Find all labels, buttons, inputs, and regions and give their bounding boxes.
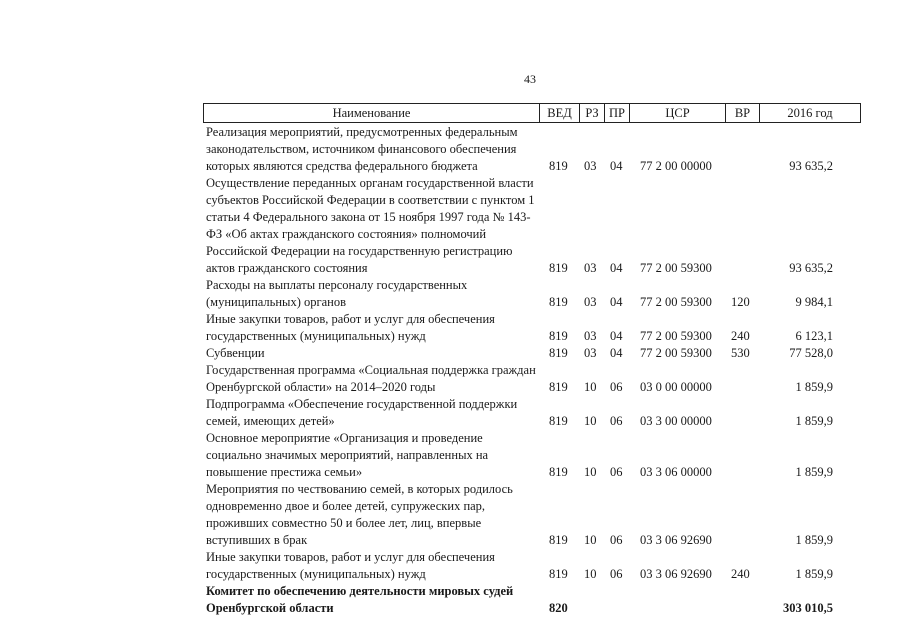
row-name: Мероприятия по чествованию семей, в которых родилось одновременно двое и более детей, супружеских пар, проживших совместно 50 и более лет, лиц, впервые вступивших в брак — [206, 482, 513, 547]
row-sum: 77 528,0 — [789, 346, 833, 360]
row-name: Осуществление переданных органам государственной власти субъектов Российской Федерации в соответствии с пунктом 1 статьи 4 Федерального закона от 15 ноября 1997 года № 143-ФЗ «Об актах гражданского состояния» полномочий Российской Федерации на государственную регистрацию актов гражданского состояния — [206, 176, 535, 275]
row-sum: 93 635,2 — [789, 159, 833, 173]
row-sum: 1 859,9 — [795, 414, 833, 428]
row-pr: 06 — [610, 465, 623, 479]
table-row — [203, 311, 863, 345]
row-name: Основное мероприятие «Организация и проведение социально значимых мероприятий, направленных на повышение престижа семьи» — [206, 431, 489, 479]
table-row — [203, 396, 863, 430]
row-csr: 77 2 00 59300 — [640, 261, 712, 275]
row-ved: 819 — [549, 465, 568, 479]
table-row — [203, 549, 863, 583]
row-name: Государственная программа «Социальная поддержка граждан Оренбургской области» на 2014–2020 годы — [206, 363, 536, 394]
table-row — [203, 124, 863, 175]
row-pr: 06 — [610, 567, 623, 581]
row-ved: 820 — [549, 601, 568, 615]
row-csr: 03 3 06 00000 — [640, 465, 712, 479]
table-header — [203, 103, 861, 123]
row-name: Субвенции — [206, 346, 265, 360]
row-rz: 10 — [584, 380, 597, 394]
row-vr: 120 — [731, 295, 750, 309]
row-pr: 04 — [610, 295, 623, 309]
row-sum: 93 635,2 — [789, 261, 833, 275]
row-sum: 6 123,1 — [795, 329, 833, 343]
row-rz: 03 — [584, 295, 597, 309]
row-sum: 1 859,9 — [795, 533, 833, 547]
page-number: 43 — [524, 72, 536, 86]
row-rz: 10 — [584, 567, 597, 581]
table-row — [203, 362, 863, 396]
row-ved: 819 — [549, 567, 568, 581]
row-csr: 03 3 06 92690 — [640, 567, 712, 581]
row-name: Расходы на выплаты персоналу государственных (муниципальных) органов — [206, 278, 468, 309]
row-csr: 77 2 00 59300 — [640, 329, 712, 343]
row-ved: 819 — [549, 261, 568, 275]
row-csr: 03 3 00 00000 — [640, 414, 712, 428]
row-rz: 03 — [584, 261, 597, 275]
row-rz: 03 — [584, 346, 597, 360]
row-vr: 240 — [731, 567, 750, 581]
header-csr: ЦСР — [630, 104, 726, 122]
row-rz: 03 — [584, 329, 597, 343]
row-name: Подпрограмма «Обеспечение государственной поддержки семей, имеющих детей» — [206, 397, 518, 428]
row-ved: 819 — [549, 346, 568, 360]
row-pr: 06 — [610, 380, 623, 394]
table-row — [203, 583, 863, 617]
row-name: Реализация мероприятий, предусмотренных федеральным законодательством, источником финансового обеспечения которых являются средства федерального бюджета — [206, 125, 518, 173]
header-rz: РЗ — [580, 104, 605, 122]
row-name: Иные закупки товаров, работ и услуг для обеспечения государственных (муниципальных) нужд — [206, 312, 495, 343]
row-vr: 240 — [731, 329, 750, 343]
row-sum: 1 859,9 — [795, 380, 833, 394]
table-row — [203, 481, 863, 549]
header-vr: ВР — [726, 104, 760, 122]
row-csr: 77 2 00 59300 — [640, 346, 712, 360]
row-rz: 10 — [584, 414, 597, 428]
table-row — [203, 277, 863, 311]
header-name: Наименование — [204, 104, 540, 122]
row-ved: 819 — [549, 414, 568, 428]
row-ved: 819 — [549, 329, 568, 343]
row-pr: 04 — [610, 346, 623, 360]
row-ved: 819 — [549, 380, 568, 394]
row-name: Иные закупки товаров, работ и услуг для обеспечения государственных (муниципальных) нужд — [206, 550, 495, 581]
table-row — [203, 175, 863, 277]
header-year: 2016 год — [787, 106, 833, 120]
row-csr: 77 2 00 00000 — [640, 159, 712, 173]
row-ved: 819 — [549, 295, 568, 309]
row-csr: 77 2 00 59300 — [640, 295, 712, 309]
row-sum: 1 859,9 — [795, 465, 833, 479]
row-ved: 819 — [549, 533, 568, 547]
table-row — [203, 345, 863, 362]
row-rz: 10 — [584, 465, 597, 479]
row-pr: 04 — [610, 159, 623, 173]
row-pr: 06 — [610, 533, 623, 547]
row-vr: 530 — [731, 346, 750, 360]
table-body — [203, 124, 863, 617]
row-csr: 03 0 00 00000 — [640, 380, 712, 394]
row-sum: 1 859,9 — [795, 567, 833, 581]
row-sum: 303 010,5 — [783, 601, 833, 615]
row-csr: 03 3 06 92690 — [640, 533, 712, 547]
row-pr: 06 — [610, 414, 623, 428]
row-rz: 03 — [584, 159, 597, 173]
row-pr: 04 — [610, 329, 623, 343]
row-name: Комитет по обеспечению деятельности мировых судей Оренбургской области — [206, 584, 514, 615]
header-pr: ПР — [605, 104, 630, 122]
table-row — [203, 430, 863, 481]
row-ved: 819 — [549, 159, 568, 173]
row-pr: 04 — [610, 261, 623, 275]
row-sum: 9 984,1 — [795, 295, 833, 309]
row-rz: 10 — [584, 533, 597, 547]
header-ved: ВЕД — [540, 104, 580, 122]
